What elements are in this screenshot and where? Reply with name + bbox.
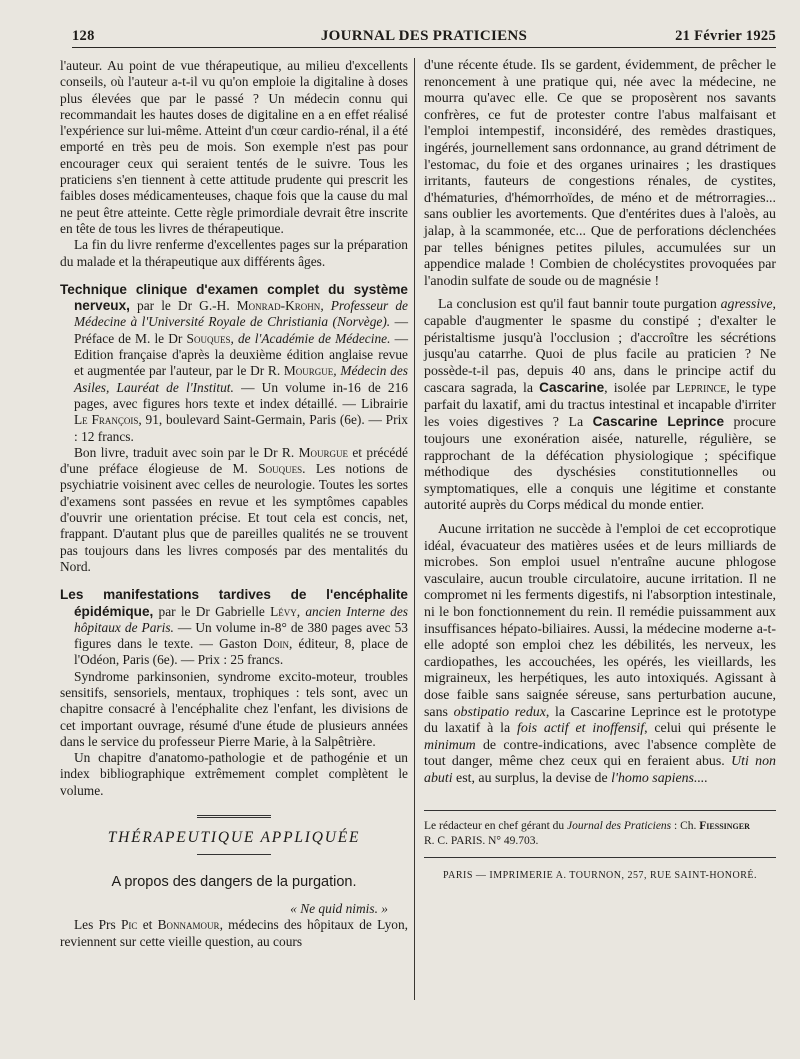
right-column — [424, 58, 776, 884]
paragraph: Aucune irritation ne succède à l'emploi de cet eccoprotique idéal, évacuateur des matières usées et de leurs milliards de microbes. Son emploi usuel n'entraîne aucune phlogose vasculaire, aucun trouble circulatoire, aucune irritation. Il ne compromet ni les ferments digestifs, ni l'absorption intestinale, ni le bon fonctionnement du rein. Il remédie puissamment aux insuffisances hépato-biliaires. Aussi, la médecine moderne a-t-elle adopté son emploi chez les débilités, les nerveux, les cardiopathes, les accouchées, les opérés, les vieillards, les migraineux, les herpétiques, les auto intoxiqués. Agissant à dose faible sans saignée séreuse, sans perturbation aucune, sans obstipatio redux, la Cascarine Leprince est le prototype du laxatif à la fois actif et inoffensif, celui qui présente le minimum de contre-indications, avec l'absence complète de tout danger, même chez ceux qui en feraient abus. Uti non abuti est, au surplus, la devise de l'homo sapiens.... — [424, 522, 777, 786]
paragraph: l'auteur. Au point de vue thérapeutique, au milieu d'excellents conseils, où l'auteur a-t-il vu qu'on emploie la digitaline à doses plus élevées que par le passé ? Un médecin connu qui recommandait les hautes doses de digitaline en a en effet réalisé l'expérience sur lui-même. Atteint d'un cœur cardio-rénal, il a été emporté en très peu de mois. Son exemple n'est pas pour encourager ceux qui seraient tentés de le suivre. Tous les praticiens s'en tiennent à cette attitude prudente qui prescrit les faibles doses médicamenteuses, chaque fois que la cause du mal ne peut être atteinte. Cette règle primordiale devrait être inscrite en tête de tous les livres de thérapeutique. — [60, 58, 409, 236]
paragraph: Un chapitre d'anatomo-pathologie et de pathogénie et un index bibliographique extrêmement complet complètent le volume. — [60, 750, 408, 798]
brand-name: Cascarine — [539, 380, 605, 396]
journal-title: JOURNAL DES PRATICIENS — [320, 28, 528, 44]
book-review-entry: Technique clinique d'examen complet du système nerveux, par le Dr G.-H. Monrad-Krohn, Professeur de Médecine à l'Université Royale de Christiania (Norvège). — Préface de M. le Dr Souques, de l'Académie de Médecine. — Edition française d'après la deuxième édition anglaise revue et augmentée par l'auteur, par le Dr R. Mourgue, Médecin des Asiles, Lauréat de l'Institut. — Un volume in-16 de 216 pages, avec figures hors texte et index détaillé. — Librairie Le François, 91, boulevard Saint-Germain, Paris (6e). — Prix : 12 francs. — [60, 281, 409, 444]
author-name: Monrad-Krohn — [236, 298, 321, 314]
page-header — [72, 24, 776, 48]
editor-note: Le rédacteur en chef gérant du Journal des Praticiens : Ch. Fiessinger — [424, 819, 750, 832]
page-number: 128 — [72, 28, 95, 44]
issue-date: 21 Février 1925 — [675, 28, 776, 44]
paragraph: Les Prs Pic et Bonnamour, médecins des hôpitaux de Lyon, reviennent sur cette vieille question, au cours — [60, 917, 408, 949]
book-title: Les manifestations tardives de l'encéphalite épidémique, — [60, 587, 408, 619]
header-rule — [72, 47, 776, 48]
paragraph: Syndrome parkinsonien, syndrome excito-moteur, troubles sensitifs, sensoriels, mentaux, trophiques : tels sont, avec un chapitre consacré à l'encéphalite chez l'enfant, les divisions de cet important ouvrage, résumé d'une étude de plusieurs années dans le service du professeur Pierre Marie, à la Salpêtrière. — [60, 668, 408, 749]
paragraph: La fin du livre renferme d'excellentes pages sur la préparation du malade et la thérapeutique aux différents âges. — [60, 237, 408, 269]
section-title: THÉRAPEUTIQUE APPLIQUÉE — [107, 829, 361, 847]
author-name: Lévy — [270, 603, 297, 619]
book-review-entry: Les manifestations tardives de l'encéphalite épidémique, par le Dr Gabrielle Lévy, ancien Interne des hôpitaux de Paris. — Un volume in-8° de 380 pages avec 53 figures dans le texte. — Gaston Doin, éditeur, 8, place de l'Odéon, Paris (6e). — Prix : 25 francs. — [60, 587, 409, 668]
epigraph: « Ne quid nimis. » — [290, 901, 388, 917]
article-title: A propos des dangers de la purgation. — [111, 874, 357, 891]
book-title: Technique clinique d'examen complet du système nerveux, — [60, 281, 408, 314]
paragraph: La conclusion est qu'il faut bannir toute purgation agressive, capable d'augmenter le spasme du constipé ; d'exalter le péristaltisme jusqu'à l'occlusion ; d'accroître les sécrétions jusqu'au catarrhe. Quoi de plus facile au praticien ? Ne possède-t-il pas, depuis 40 ans, dans le principe actif du cascara sagrada, la Cascarine, isolée par Leprince, le type parfait du laxatif, ami du tractus intestinal et incapable d'irriter les voies digestives ? La Cascarine Leprince procure toujours une exonération aisée, naturelle, régulière, se rapprochant de la défécation physiologique ; spécifique méthodique des dyschésies constitutionnelles ou symptomatiques, elle a conquis une légitime et constante autorité auprès du Corps médical du monde entier. — [424, 297, 776, 514]
registration-number: R. C. PARIS. N° 49.703. — [424, 834, 539, 847]
paragraph: d'une récente étude. Ils se gardent, évidemment, de prêcher le renoncement à une pratique qui, née avec la médecine, ne mourra qu'avec elle. Ce que se proposèrent nos savants confrères, ce fut de protester contre l'abus malfaisant et l'emploi intempestif, inconsidéré, des remèdes drastiques, ingérés, journellement sans ordonnance, au grand détriment de l'estomac, du foie et des organes urinaires ; les drastiques irritants, fauteurs de congestions rénales, de cystites, d'hématuries, d'hémorrhoïdes, de méno et de métrorragies... sans oublier les avortements. Que d'entérites dues à l'aloès, au jalap, à la scammonée, etc... Que de perforations déclenchées par telles bénignes petites pilules, accumulées sur un appendice malade ! Combien de cholécystites provoquées par l'anodin sulfate de soude ou de magnésie ! — [424, 58, 776, 289]
left-column — [60, 58, 408, 950]
paragraph: Bon livre, traduit avec soin par le Dr R. Mourgue et précédé d'une préface élogieuse de M. Souques. Les notions de psychiatrie voisinent avec celles de neurologie. Toutes les sortes d'examens sont passées en revue et les symptômes capables d'ouvrir une orientation précise. Et tout cela est concis, net, frappant. D'autant plus que de pareilles qualités ne se trouvent pas toujours dans les livres composés par des mentalités du Nord. — [60, 444, 409, 574]
printer-line: PARIS — IMPRIMERIE A. TOURNON, 257, RUE SAINT-HONORÉ. — [442, 869, 758, 881]
column-divider — [414, 58, 415, 1000]
brand-name: Cascarine Leprince — [592, 414, 725, 430]
